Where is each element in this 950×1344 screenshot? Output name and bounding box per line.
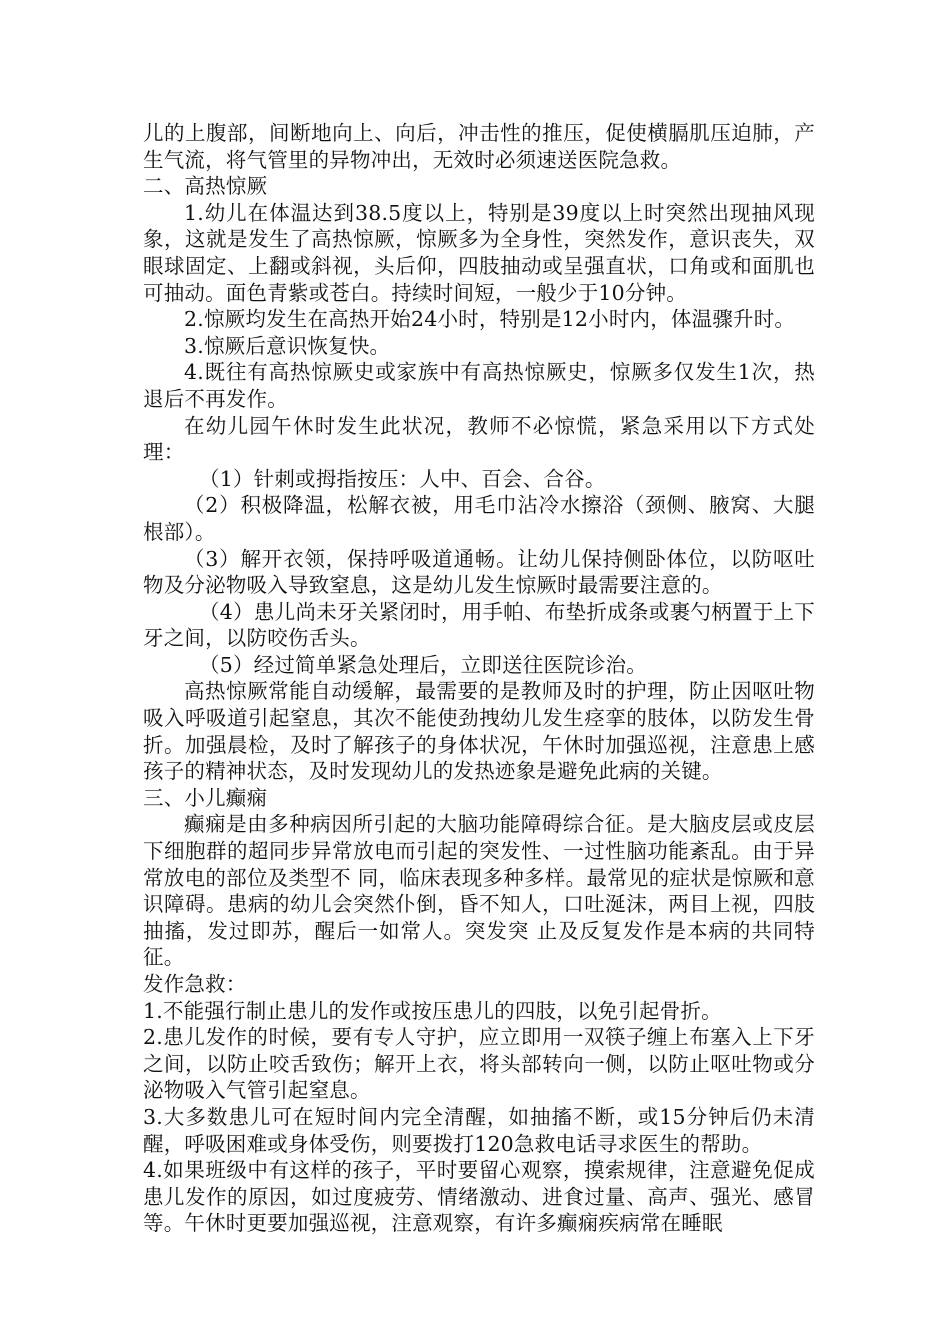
paragraph-step-2: （2）积极降温，松解衣被，用毛巾沾冷水擦浴（颈侧、腋窝、大腿根部）。 [143,493,815,544]
paragraph-point-2: 2.惊厥均发生在高热开始24小时，特别是12小时内，体温骤升时。 [184,307,796,332]
paragraph-point-3: 3.惊厥后意识恢复快。 [184,333,391,358]
paragraph-choking-continuation: 儿的上腹部，间断地向上、向后，冲击性的推压，促使横膈肌压迫肺，产生气流，将气管里的异物冲出，无效时必须速送医院急救。 [143,121,815,172]
paragraph-epilepsy-description: 癫痫是由多种病因所引起的大脑功能障碍综合征。是大脑皮层或皮层下细胞群的超同步异常放电而引起的突发性、一过性脑功能紊乱。由于异常放电的部位及类型不 同，临床表现多种多样。最常见的症状是惊厥和意识障碍。患病的幼儿会突然仆倒，昏不知人，口吐涎沫，两目上视，四肢抽搐，发过即苏，醒后一如常人。突发突 止及反复发作是本病的共同特征。 [143,812,815,970]
section-heading-epilepsy: 三、小儿癫痫 [143,785,268,810]
document-page [143,120,815,1237]
section-heading-febrile-convulsion: 二、高热惊厥 [143,174,268,199]
paragraph-aid-3: 3.大多数患儿可在短时间内完全清醒，如抽搐不断，或15分钟后仍未清醒，呼吸困难或身体受伤，则要拨打120急救电话寻求医生的帮助。 [143,1104,815,1156]
paragraph-step-3: （3）解开衣领，保持呼吸道通畅。让幼儿保持侧卧体位，以防呕吐物及分泌物吸入导致窒息，这是幼儿发生惊厥时最需要注意的。 [143,546,815,598]
paragraph-aid-4: 4.如果班级中有这样的孩子，平时要留心观察，摸索规律，注意避免促成患儿发作的原因，如过度疲劳、情绪激动、进食过量、高声、强光、感冒等。午休时更要加强巡视，注意观察，有许多癫痫疾病常在睡眠 [143,1158,815,1236]
subheading-first-aid: 发作急救： [143,972,247,996]
paragraph-step-1: （1）针刺或拇指按压：人中、百会、合谷。 [199,466,606,491]
paragraph-point-4: 4.既往有高热惊厥史或家族中有高热惊厥史，惊厥多仅发生1次，热退后不再发作。 [143,360,815,411]
paragraph-febrile-summary: 高热惊厥常能自动缓解，最需要的是教师及时的护理，防止因呕吐物吸入呼吸道引起窒息，其次不能使劲拽幼儿发生痉挛的肢体，以防发生骨折。加强晨检，及时了解孩子的身体状况，午休时加强巡视，注意患上感孩子的精神状态，及时发现幼儿的发热迹象是避免此病的关键。 [143,679,815,784]
paragraph-handling-intro: 在幼儿园午休时发生此状况，教师不必惊慌，紧急采用以下方式处理： [143,413,815,465]
paragraph-aid-1: 1.不能强行制止患儿的发作或按压患儿的四肢，以免引起骨折。 [143,998,722,1023]
paragraph-step-4: （4）患儿尚未牙关紧闭时，用手帕、布垫折成条或裹勺柄置于上下牙之间，以防咬伤舌头。 [143,599,815,651]
paragraph-point-1: 1.幼儿在体温达到38.5度以上，特别是39度以上时突然出现抽风现象，这就是发生了高热惊厥，惊厥多为全身性，突然发作，意识丧失，双眼球固定、上翻或斜视，头后仰，四肢抽动或呈强直状，口角或和面肌也可抽动。面色青紫或苍白。持续时间短，一般少于10分钟。 [143,200,815,305]
paragraph-aid-2: 2.患儿发作的时候，要有专人守护，应立即用一双筷子缠上布塞入上下牙之间，以防止咬舌致伤；解开上衣，将头部转向一侧，以防止呕吐物或分泌物吸入气管引起窒息。 [143,1025,815,1103]
paragraph-step-5: （5）经过简单紧急处理后，立即送往医院诊治。 [199,652,647,677]
